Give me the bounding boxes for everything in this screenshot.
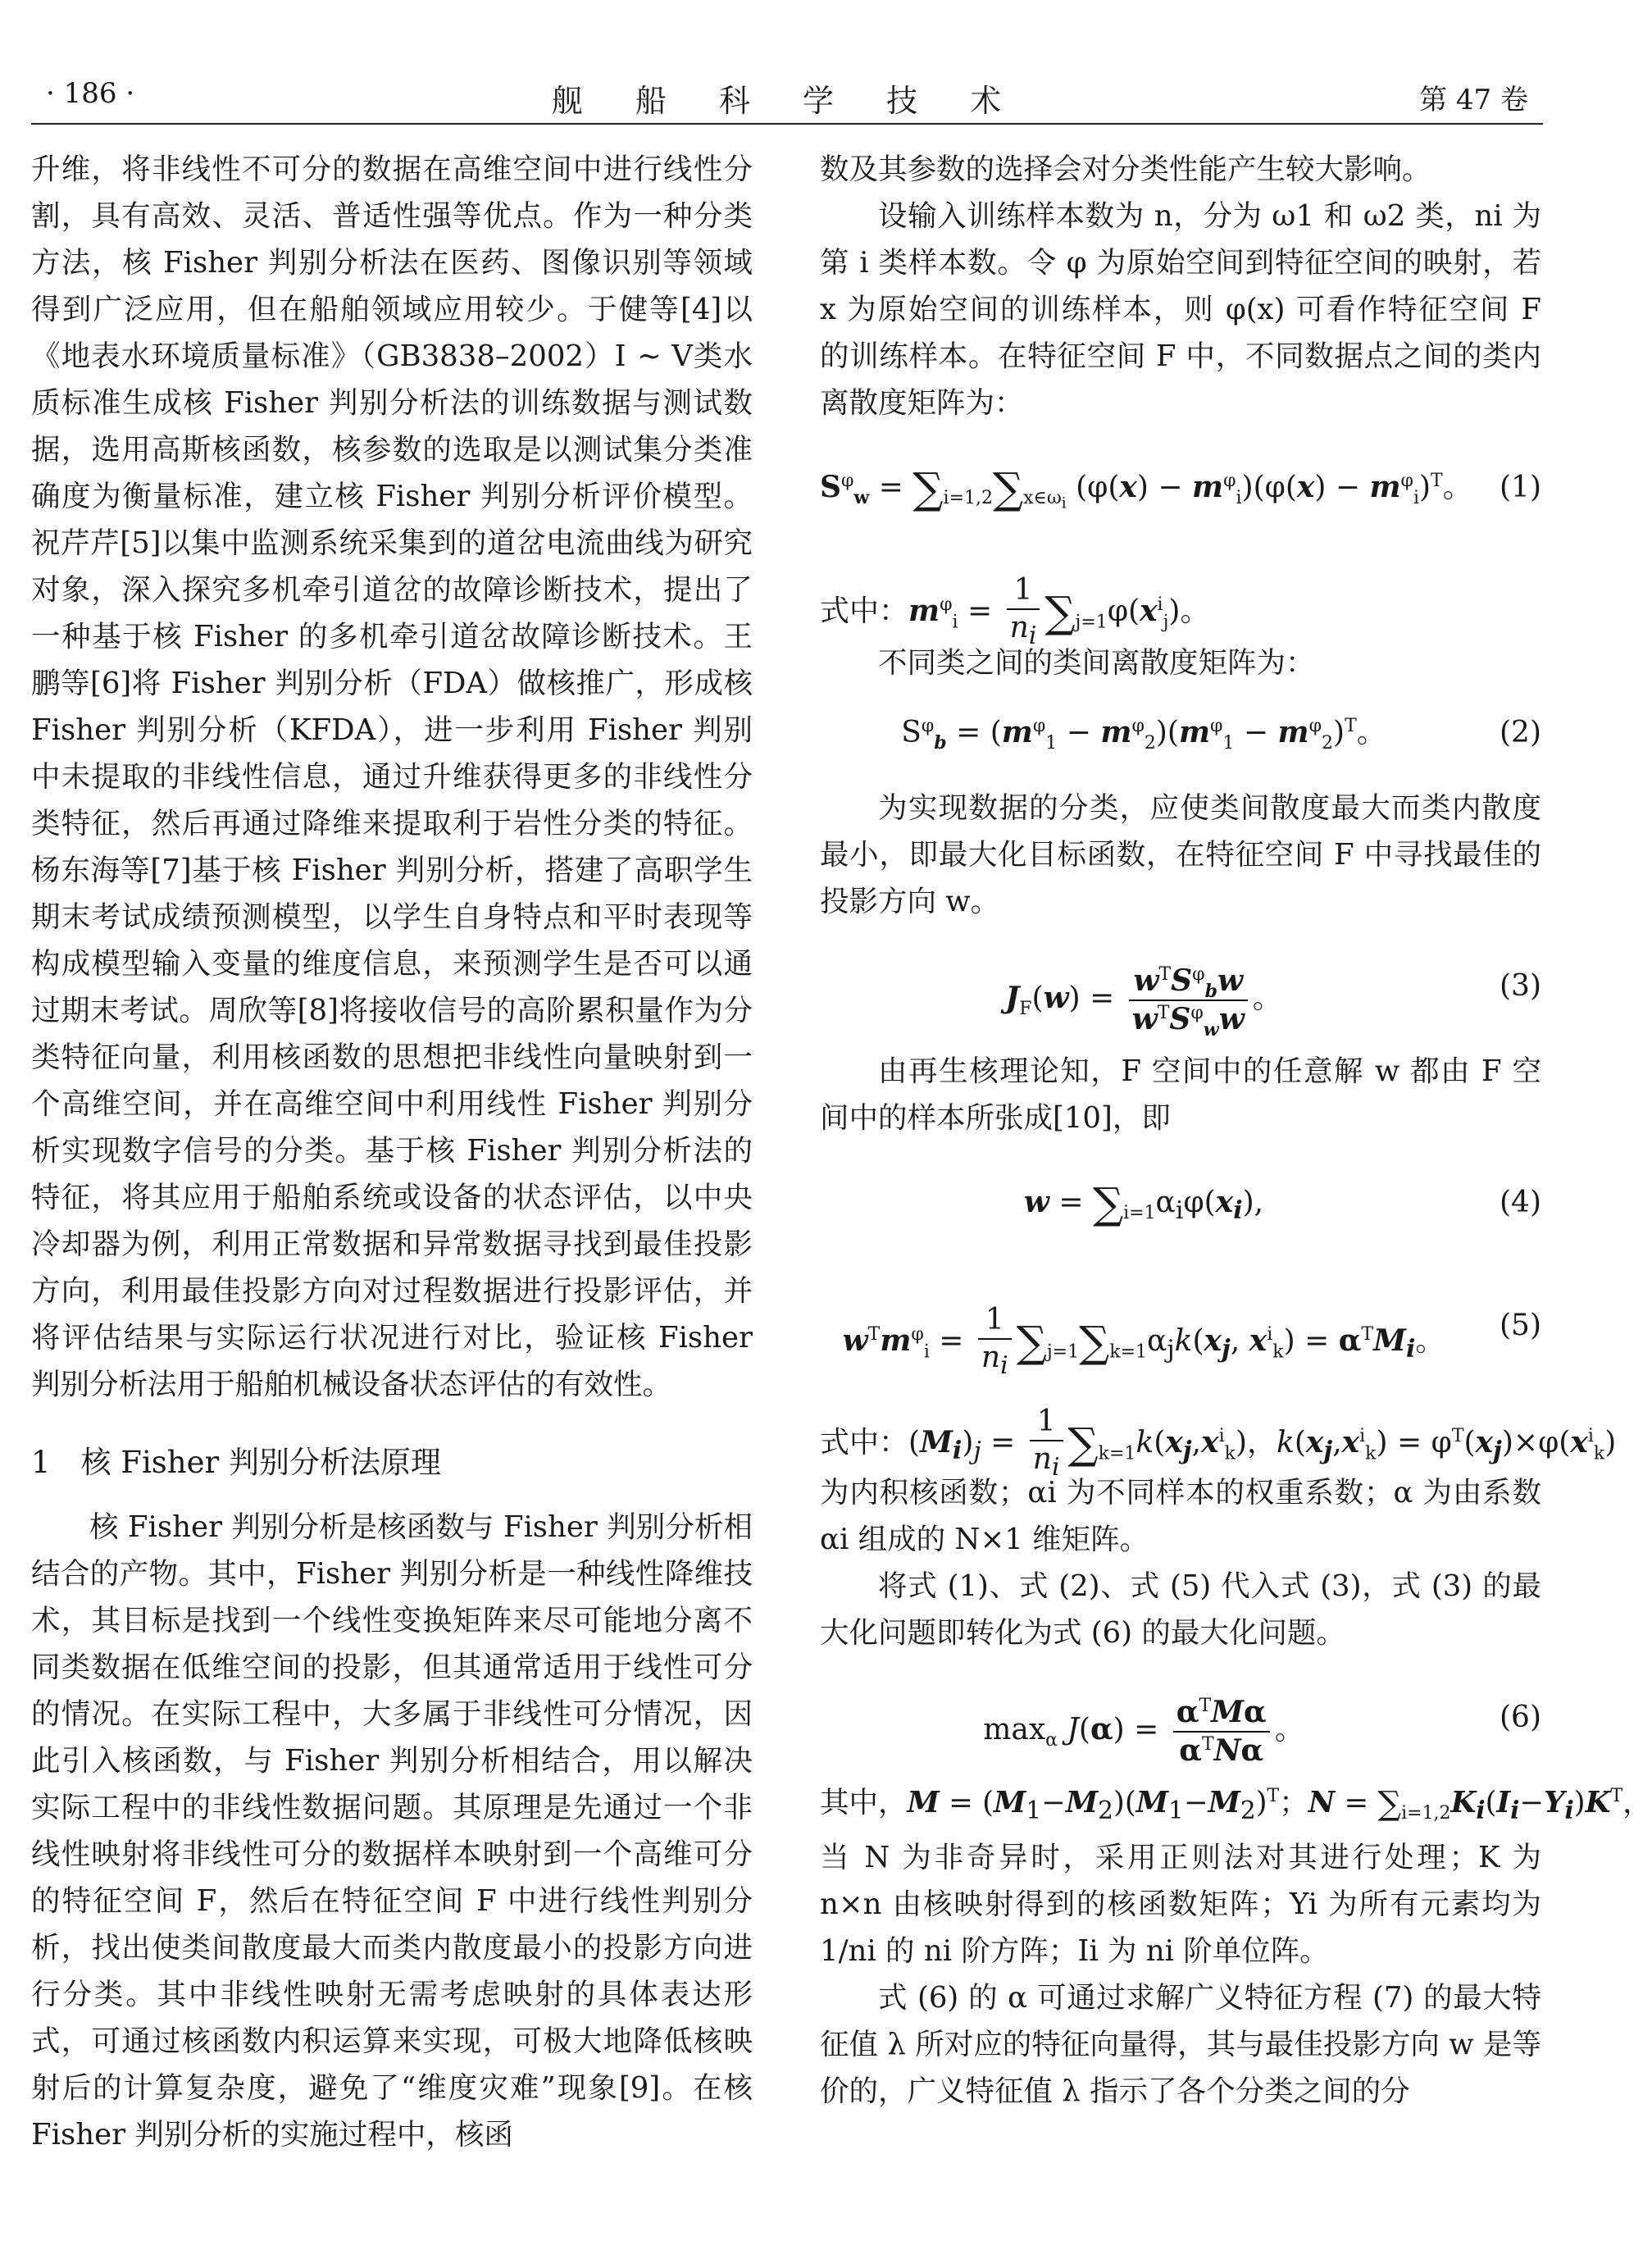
where-1: 式中：$m^\varphi_i$ = $\frac{1}{n_i}$ $\sum_{j=1}\varphi(x^i_j)$。 [820, 573, 1210, 651]
where-1-label: 式中： [820, 594, 909, 629]
paragraph-kernel-definition: 为内积核函数；αi 为不同样本的权重系数；α 为由系数 αi 组成的 N×1 维矩阵。 [820, 1476, 1541, 1556]
matrix-definitions-label: 其中， [820, 1786, 908, 1819]
equation-5-expr: $w^Tm^\varphi_i$ = $\frac{1}{n_i}$ $\sum_{j=1}\sum_{k=1}\alpha_jk(x_j$, $x^i_k) = \alpha^TM_i$。 [842, 1303, 1445, 1381]
paragraph-setup: 设输入训练样本数为 n，分为 ω1 和 ω2 类，ni 为第 i 类样本数。令 φ 为原始空间到特征空间的映射，若 x 为原始空间的训练样本，则 φ(x) 可看作特征空间 F 的训练样本。在特征空间 F 中，不同数据点之间的类内离散度矩阵为： [820, 199, 1541, 420]
matrix-definitions: 其中，$M = (M_1-M_2)(M_1-M_2)^T$；$N = \sum_{i=1,2}K_i(I_i-Y_i)K^T$， [820, 1785, 1652, 1825]
equation-3-expr: $J_F(w)$ = $\frac{w^TS^\varphi_bw}{w^TS^\varphi_ww}$ 。 [1005, 963, 1282, 1041]
equation-3 [820, 925, 1541, 1048]
equation-6 [820, 1656, 1541, 1779]
equation-3-number: (3) [1500, 969, 1541, 1003]
header-rule [31, 123, 1543, 125]
equation-2-number: (2) [1500, 716, 1541, 749]
where-2: 式中：$(M_i)_j$ = $\frac{1}{n_i}$ $\sum_{k=1}k(x_j,x^i_k)$，$k(x_j,x^i_k) = \varphi^T(x_j)\times\varphi(x^i_k)$ [820, 1405, 1617, 1482]
paragraph-between-class: 不同类之间的类间离散度矩阵为： [878, 646, 1315, 680]
journal-title: 舰 船 科 学 技 术 [551, 83, 1023, 119]
equation-5-number: (5) [1500, 1309, 1541, 1342]
volume-label: 第 47 卷 [1419, 84, 1528, 116]
paragraph-objective: 为实现数据的分类，应使类间散度最大而类内散度最小，即最大化目标函数，在特征空间 F 中寻找最佳的投影方向 w。 [820, 791, 1541, 918]
section-title: 1 核 Fisher 判别分析法原理 [31, 1445, 441, 1480]
equation-2 [820, 686, 1541, 785]
equation-4 [820, 1141, 1541, 1264]
equation-6-number: (6) [1500, 1701, 1541, 1734]
where-2-label: 式中： [820, 1426, 909, 1460]
paragraph-intro: 升维，将非线性不可分的数据在高维空间中进行线性分割，具有高效、灵活、普适性强等优点。作为一种分类方法，核 Fisher 判别分析法在医药、图像识别等领域得到广泛应用，但在船舶领域应用较少。于健等[4]以《地表水环境质量标准》（GB3838–2002）Ⅰ ~ Ⅴ类水质标准生成核 Fisher 判别分析法的训练数据与测试数据，选用高斯核函数，核参数的选取是以测试集分类准确度为衡量标准，建立核 Fisher 判别分析评价模型。祝芹芹[5]以集中监测系统采集到的道岔电流曲线为研究对象，深入探究多机牵引道岔的故障诊断技术，提出了一种基于核 Fisher 的多机牵引道岔故障诊断技术。王鹏等[6]将 Fisher 判别分析（FDA）做核推广，形成核 Fisher 判别分析（KFDA），进一步利用 Fisher 判别中未提取的非线性信息，通过升维获得更多的非线性分类特征，然后再通过降维来提取利于岩性分类的特征。杨东海等[7]基于核 Fisher 判别分析，搭建了高职学生期末考试成绩预测模型，以学生自身特点和平时表现等构成模型输入变量的维度信息，来预测学生是否可以通过期末考试。周欣等[8]将接收信号的高阶累积量作为分类特征向量，利用核函数的思想把非线性向量映射到一个高维空间，并在高维空间中利用线性 Fisher 判别分析实现数字信号的分类。基于核 Fisher 判别分析法的特征，将其应用于船舶系统或设备的状态评估，以中央冷却器为例，利用正常数据和异常数据寻找到最佳投影方向，利用最佳投影方向对过程数据进行投影评估，并将评估结果与实际运行状况进行对比，验证核 Fisher 判别分析法用于船舶机械设备状态评估的有效性。 [31, 153, 753, 1401]
equation-1-number: (1) [1500, 471, 1541, 504]
equation-4-expr: $w = \sum_{i=1}\alpha_i\varphi(x_i)$, [1023, 1179, 1264, 1229]
paragraph-principle: 核 Fisher 判别分析是核函数与 Fisher 判别分析相结合的产物。其中，Fisher 判别分析是一种线性降维技术，其目标是找到一个线性变换矩阵来尽可能地分离不同类数据在低维空间的投影，但其通常适用于线性可分的情况。在实际工程中，大多属于非线性可分情况，因此引入核函数，与 Fisher 判别分析相结合，用以解决实际工程中的非线性数据问题。其原理是先通过一个非线性映射将非线性可分的数据样本映射到一个高维可分的特征空间 F，然后在特征空间 F 中进行线性判别分析，找出使类间散度最大而类内散度最小的投影方向进行分类。其中非线性映射无需考虑映射的具体表达形式，可通过核函数内积运算来实现，可极大地降低核映射后的计算复杂度，避免了“维度灾难”现象[9]。在核 Fisher 判别分析的实施过程中，核函 [31, 1510, 753, 2152]
paragraph-matrix-notes: 当 N 为非奇异时，采用正则法对其进行处理；K 为 n×n 由核映射得到的核函数矩阵；Yi 为所有元素均为 1/ni 的 ni 阶方阵；Ii 为 ni 阶单位阵。 [820, 1841, 1541, 1969]
paragraph-kernel-theory: 由再生核理论知，F 空间中的任意解 w 都由 F 空间中的样本所张成[10]，即 [820, 1054, 1541, 1135]
page-number: · 186 · [46, 77, 135, 110]
equation-4-number: (4) [1500, 1186, 1541, 1219]
left-column [31, 146, 753, 2158]
equation-2-expr: $S^\varphi_b = (m^\varphi_1 - m^\varphi_2)(m^\varphi_1 - m^\varphi_2)^T$。 [901, 715, 1386, 754]
equation-1-expr: $S^\varphi_w = \sum_{i=1,2}\sum_{x\in\omega_i}$ $(\varphi(x) - m^\varphi_i)(\varphi(x) - m^\varphi_i)^T$。 [820, 464, 1472, 514]
paragraph-substitution: 将式 (1)、式 (2)、式 (5) 代入式 (3)，式 (3) 的最大化问题即转化为式 (6) 的最大化问题。 [820, 1569, 1541, 1650]
equation-6-expr: $\max_\alpha J(\alpha)$ = $\frac{\alpha^TM\alpha}{\alpha^TN\alpha}$ 。 [983, 1695, 1304, 1768]
running-header [31, 72, 1543, 119]
equation-5 [820, 1264, 1541, 1387]
equation-1 [820, 426, 1541, 549]
paragraph-continued: 数及其参数的选择会对分类性能产生较大影响。 [820, 153, 1431, 186]
paragraph-eigen: 式 (6) 的 α 可通过求解广义特征方程 (7) 的最大特征值 λ 所对应的特征向量得，其与最佳投影方向 w 是等价的，广义特征值 λ 指示了各个分类之间的分 [820, 1981, 1541, 2109]
right-column [820, 146, 1652, 2115]
